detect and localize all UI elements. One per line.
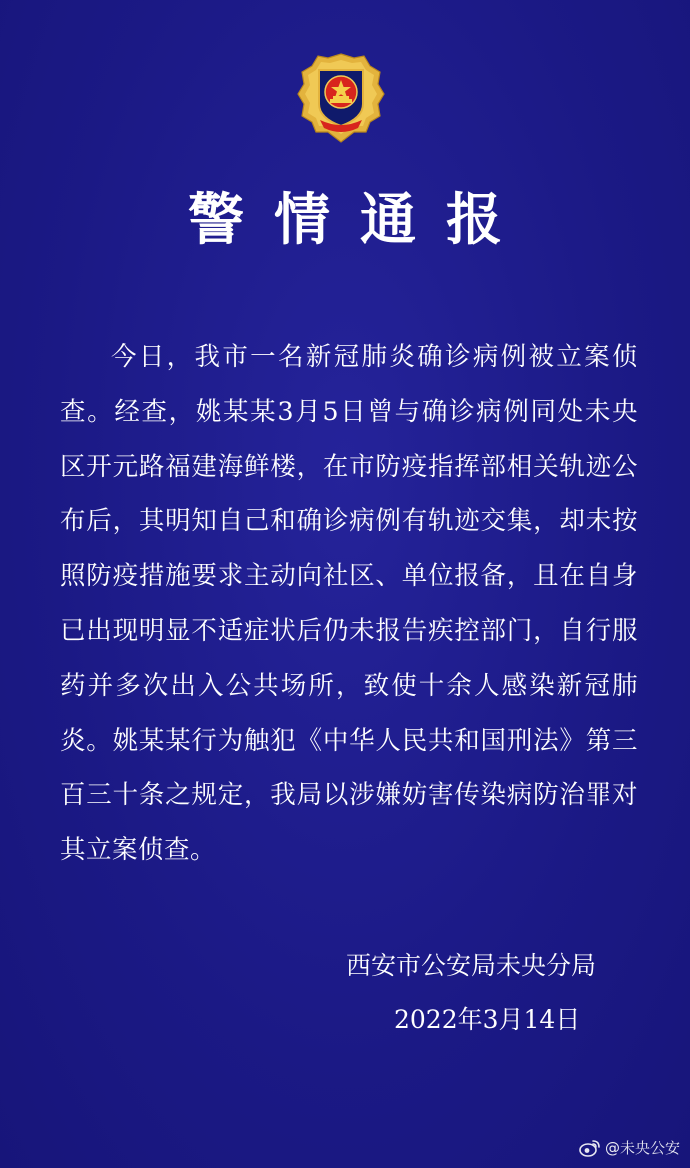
watermark-text: @未央公安	[604, 1139, 680, 1157]
police-emblem-icon	[296, 52, 386, 144]
issue-date: 2022年3月14日	[394, 1005, 581, 1034]
notice-body: 今日，我市一名新冠肺炎确诊病例被立案侦查。经查，姚某某3月5日曾与确诊病例同处未央区开元路福建海鲜楼，在市防疫指挥部相关轨迹公布后，其明知自己和确诊病例有轨迹交集，却未按照防疫措施要求主动向社区、单位报备，且在自身已出现明显不适症状后仍未报告疾控部门，自行服药并多次出入公共场所，致使十余人感染新冠肺炎。姚某某行为触犯《中华人民共和国刑法》第三百三十条之规定，我局以涉嫌妨害传染病防治罪对其立案侦查。	[60, 342, 638, 866]
issuer-block	[320, 946, 620, 1040]
weibo-watermark	[579, 1137, 680, 1158]
notice-title: 警情通报	[188, 188, 532, 253]
issuing-organization: 西安市公安局未央分局	[346, 951, 597, 980]
weibo-icon	[579, 1139, 601, 1157]
